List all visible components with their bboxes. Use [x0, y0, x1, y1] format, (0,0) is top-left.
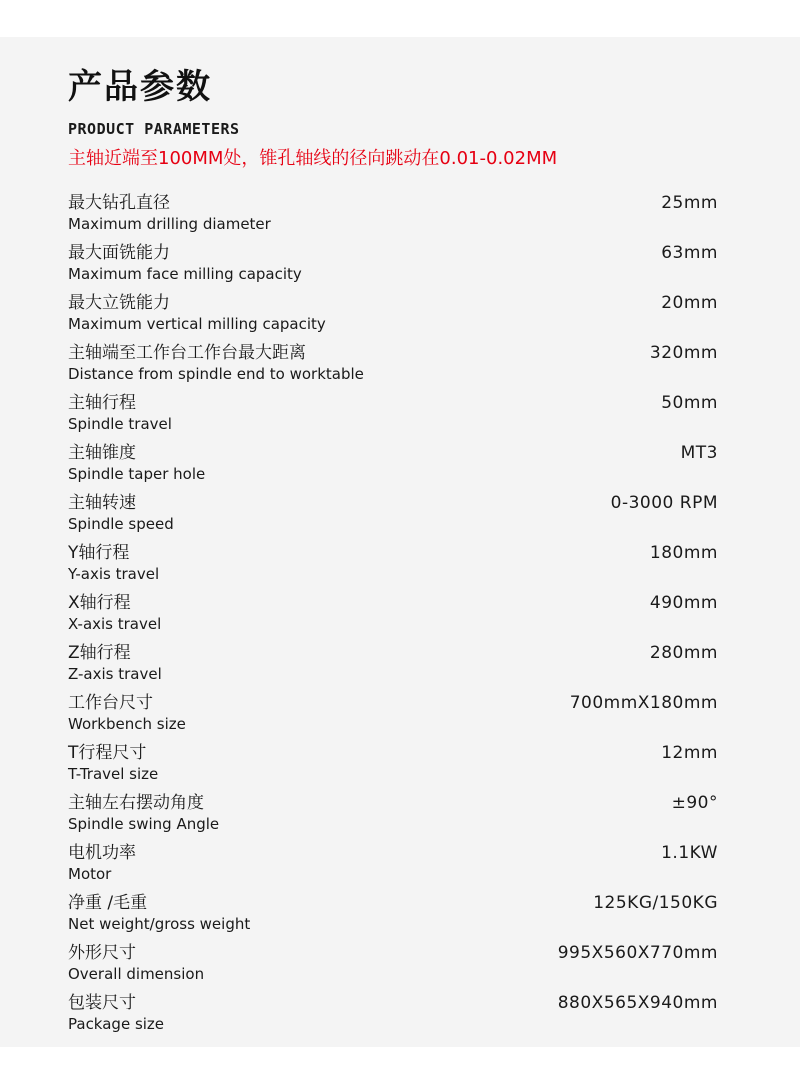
param-row-overall-dimension: [68, 940, 720, 990]
param-row-t-travel-size: [68, 740, 720, 790]
param-value: 700mmX180mm: [569, 693, 718, 713]
param-label-zh: 工作台尺寸: [68, 693, 153, 713]
param-row-x-axis-travel: [68, 590, 720, 640]
param-value: 490mm: [649, 593, 718, 613]
param-label-en: Net weight/gross weight: [68, 915, 251, 933]
param-row-spindle-to-worktable: [68, 340, 720, 390]
param-row-spindle-swing-angle: [68, 790, 720, 840]
param-label-en: Spindle speed: [68, 515, 174, 533]
param-label-en: Distance from spindle end to worktable: [68, 365, 364, 383]
param-row-weight: [68, 890, 720, 940]
spindle-runout-note: 主轴近端至100MM处，锥孔轴线的径向跳动在0.01-0.02MM: [68, 148, 558, 169]
param-row-package-size: [68, 990, 720, 1040]
param-label-zh: 主轴锥度: [68, 443, 136, 463]
param-row-spindle-travel: [68, 390, 720, 440]
param-label-zh: 主轴端至工作台工作台最大距离: [68, 343, 306, 363]
page-title: 产品参数: [68, 67, 212, 107]
param-label-en: Y-axis travel: [68, 565, 160, 583]
param-label-en: X-axis travel: [68, 615, 162, 633]
parameter-list: [68, 190, 720, 1040]
param-label-zh: 净重 /毛重: [68, 893, 148, 913]
param-label-zh: 主轴左右摆动角度: [68, 793, 204, 813]
param-label-en: Spindle swing Angle: [68, 815, 220, 833]
param-label-zh: 主轴行程: [68, 393, 136, 413]
param-label-zh: Y轴行程: [68, 543, 130, 563]
param-label-en: Spindle taper hole: [68, 465, 206, 483]
param-value: 25mm: [661, 193, 718, 213]
param-label-en: Z-axis travel: [68, 665, 162, 683]
param-value: 320mm: [649, 343, 718, 363]
param-label-zh: X轴行程: [68, 593, 131, 613]
param-value: 1.1KW: [661, 843, 718, 863]
param-label-zh: 包装尺寸: [68, 993, 136, 1013]
parameters-sheet: [0, 37, 800, 1047]
param-label-en: Motor: [68, 865, 112, 883]
param-label-zh: 电机功率: [68, 843, 136, 863]
param-value: 0-3000 RPM: [610, 493, 718, 513]
param-label-zh: 最大立铣能力: [68, 293, 170, 313]
param-label-en: Maximum drilling diameter: [68, 215, 271, 233]
param-label-zh: Z轴行程: [68, 643, 131, 663]
param-value: ±90°: [671, 793, 718, 813]
param-label-en: Maximum vertical milling capacity: [68, 315, 326, 333]
param-row-max-vertical-milling: [68, 290, 720, 340]
param-row-max-face-milling: [68, 240, 720, 290]
param-value: 20mm: [661, 293, 718, 313]
param-label-en: Spindle travel: [68, 415, 172, 433]
param-value: 880X565X940mm: [557, 993, 718, 1013]
param-row-y-axis-travel: [68, 540, 720, 590]
param-label-zh: 最大钻孔直径: [68, 193, 170, 213]
param-label-zh: 外形尺寸: [68, 943, 136, 963]
param-value: 180mm: [649, 543, 718, 563]
param-label-zh: 主轴转速: [68, 493, 136, 513]
param-value: 50mm: [661, 393, 718, 413]
param-value: 995X560X770mm: [557, 943, 718, 963]
param-row-spindle-taper: [68, 440, 720, 490]
param-label-zh: T行程尺寸: [68, 743, 147, 763]
param-label-en: T-Travel size: [68, 765, 159, 783]
param-value: MT3: [680, 443, 718, 463]
param-label-en: Package size: [68, 1015, 165, 1033]
param-value: 12mm: [661, 743, 718, 763]
param-row-workbench-size: [68, 690, 720, 740]
param-label-en: Overall dimension: [68, 965, 205, 983]
param-label-en: Maximum face milling capacity: [68, 265, 302, 283]
param-row-motor: [68, 840, 720, 890]
page-subtitle: PRODUCT PARAMETERS: [68, 120, 240, 138]
param-label-en: Workbench size: [68, 715, 186, 733]
param-row-z-axis-travel: [68, 640, 720, 690]
param-value: 125KG/150KG: [593, 893, 718, 913]
param-value: 63mm: [661, 243, 718, 263]
param-value: 280mm: [649, 643, 718, 663]
param-row-spindle-speed: [68, 490, 720, 540]
param-label-zh: 最大面铣能力: [68, 243, 170, 263]
param-row-max-drilling-diameter: [68, 190, 720, 240]
